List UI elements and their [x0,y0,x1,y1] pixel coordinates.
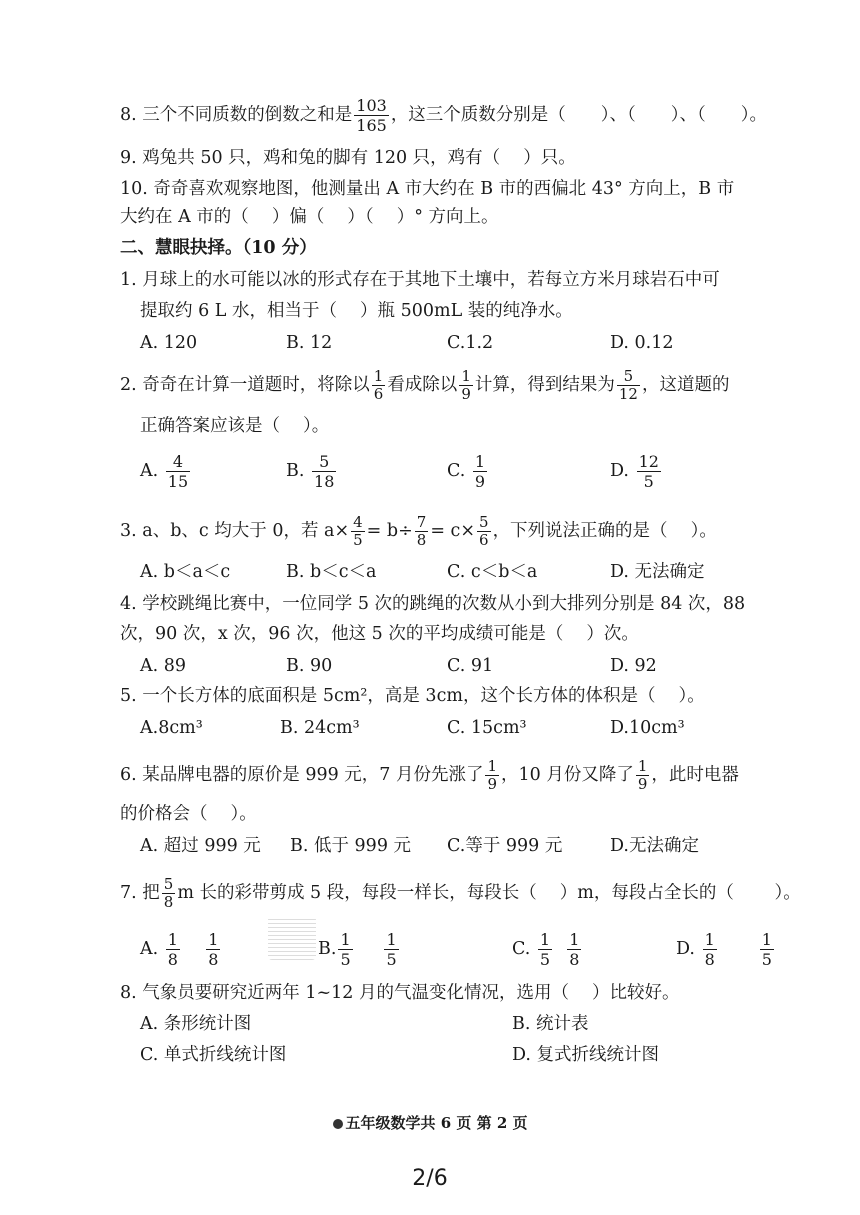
q7-option-b-frac2-num: 1 [386,930,397,949]
q3-text-4: ，下列说法正确的是（ ）。 [492,521,717,541]
q3-text-1: 3. a、b、c 均大于 0，若 a× [120,521,350,541]
q1-option-c: C.1.2 [447,333,494,353]
q7-option-c-frac1 [538,930,552,969]
q7-option-c-frac1-den: 5 [539,950,551,969]
fill-q10-line1: 10. 奇奇喜欢观察地图，他测量出 A 市大约在 B 市的西偏北 43° 方向上，B 市 [120,179,735,199]
q3-frac-1 [351,514,365,549]
q2-frac-1 [372,368,386,403]
q7-text-1: 7. 把 [120,883,160,903]
q4-option-b: B. 90 [286,656,333,676]
choice-q6-line2: 的价格会（ ）。 [120,804,257,824]
q7-option-a-frac1 [166,930,180,969]
q2-option-a-letter: A. [140,461,159,481]
choice-q6-line1 [120,758,739,793]
q4-option-c: C. 91 [447,656,494,676]
q8-text-b: ，这三个质数分别是（ ）、（ ）、（ ）。 [390,105,768,125]
q7-option-c-frac1-num: 1 [539,930,551,949]
q5-option-c: C. 15cm³ [447,718,527,738]
q3-frac-2-num: 7 [416,513,427,531]
q7-option-c-frac2-num: 1 [569,930,580,949]
q8-option-b: B. 统计表 [512,1014,589,1034]
q7-option-d-frac2-den: 5 [761,950,772,969]
q5-option-b: B. 24cm³ [280,718,360,738]
choice-q2-line2: 正确答案应该是（ ）。 [140,416,330,436]
q6-option-b: B. 低于 999 元 [290,836,412,856]
q7-frac-1-den: 8 [163,893,174,911]
q7-option-a-frac2-num: 1 [208,930,219,949]
q7-option-b [318,930,401,969]
q2-option-a [140,452,192,491]
q6-text-2: ，10 月份又降了 [501,765,634,785]
q7-option-c-frac2 [567,930,581,969]
page-indicator: 2/6 [412,1166,448,1191]
q6-option-d: D.无法确定 [610,836,699,856]
q7-option-b-frac1-den: 5 [340,950,351,969]
footer-text: 五年级数学共 6 页 第 2 页 [345,1114,528,1132]
q6-frac-2-num: 1 [637,757,648,775]
q3-text-2: = b÷ [366,521,413,541]
q6-option-a: A. 超过 999 元 [140,836,261,856]
q6-text-1: 6. 某品牌电器的原价是 999 元，7 月份先涨了 [120,765,484,785]
q4-option-a: A. 89 [140,656,187,676]
q4-option-d: D. 92 [610,656,657,676]
q7-option-b-frac1-num: 1 [340,930,351,949]
q2-option-d-frac [637,452,661,491]
choice-q4-line2: 次，90 次，x 次，96 次，他这 5 次的平均成绩可能是（ ）次。 [120,624,639,644]
choice-q3-line1 [120,514,717,549]
q7-frac-1 [162,876,176,911]
q2-text-4: ，这道题的 [641,375,730,395]
q2-text-2: 看成除以 [387,375,458,395]
q8-option-d: D. 复式折线统计图 [512,1045,660,1065]
q1-option-a: A. 120 [140,333,198,353]
q7-option-a [140,930,222,969]
q3-frac-3 [477,514,491,549]
q2-frac-3 [617,368,640,403]
q3-option-c: C. c＜b＜a [447,562,538,582]
scan-smudge [268,916,316,960]
fill-q9: 9. 鸡兔共 50 只，鸡和兔的脚有 120 只，鸡有（ ）只。 [120,148,576,168]
q7-option-d-frac1-num: 1 [704,930,715,949]
q5-option-d: D.10cm³ [610,718,685,738]
q7-text-2: m 长的彩带剪成 5 段，每段一样长，每段长（ ）m，每段占全长的（ ）。 [177,883,801,903]
q2-frac-3-den: 12 [618,385,638,403]
q1-option-d: D. 0.12 [610,333,674,353]
q2-option-c-den: 9 [474,472,486,491]
fill-q8 [120,96,767,135]
q2-frac-1-num: 1 [373,367,384,385]
q2-option-c-frac [473,452,487,491]
q8-option-a: A. 条形统计图 [140,1014,252,1034]
q2-option-d-den: 5 [643,472,654,491]
q3-frac-3-num: 5 [479,513,489,531]
q3-option-d: D. 无法确定 [610,562,705,582]
q7-option-b-letter: B. [318,939,337,959]
choice-q7-line1 [120,876,801,911]
page-footer [0,1112,860,1133]
q2-option-b-frac [312,452,336,491]
section-heading-choice: 二、慧眼抉择。（10 分） [120,238,317,258]
q3-frac-2-den: 8 [416,531,427,549]
q8-option-c: C. 单式折线统计图 [140,1045,287,1065]
q6-option-c: C.等于 999 元 [447,836,563,856]
q2-option-b-den: 18 [314,472,335,491]
q7-frac-1-num: 5 [163,875,174,893]
q7-option-b-frac1 [338,930,352,969]
choice-q2-line1 [120,368,729,403]
choice-q8-line1: 8. 气象员要研究近两年 1~12 月的气温变化情况，选用（ ）比较好。 [120,983,680,1003]
q8-fraction [354,96,389,135]
q7-option-c [512,930,583,969]
q3-frac-1-num: 4 [353,513,363,531]
q8-frac-num: 103 [356,96,387,115]
q2-option-d [610,452,663,491]
choice-q1-line2: 提取约 6 L 水，相当于（ ）瓶 500mL 装的纯净水。 [140,301,573,321]
q2-text-3: 计算，得到结果为 [474,375,615,395]
q2-option-b-letter: B. [286,461,305,481]
q7-option-a-frac1-num: 1 [167,930,178,949]
choice-q1-line1: 1. 月球上的水可能以冰的形式存在于其地下土壤中，若每立方米月球岩石中可 [120,270,720,290]
q7-option-c-frac2-den: 8 [569,950,580,969]
q6-frac-2 [636,758,650,793]
q7-option-a-frac2-den: 8 [208,950,219,969]
q7-option-d-letter: D. [676,939,695,959]
q6-frac-1-den: 9 [487,775,498,793]
q2-option-b-num: 5 [312,452,336,472]
q6-frac-1-num: 1 [487,757,498,775]
q6-frac-2-den: 9 [637,775,648,793]
q7-option-b-frac2 [384,930,398,969]
q7-option-d-frac1-den: 8 [704,950,715,969]
q2-frac-2-den: 9 [461,385,471,403]
q2-frac-2-num: 1 [461,367,471,385]
bullet-dot-icon [333,1119,343,1129]
q3-option-a: A. b＜a＜c [140,562,231,582]
q8-text-a: 8. 三个不同质数的倒数之和是 [120,105,353,125]
q3-frac-1-den: 5 [353,531,363,549]
q8-frac-den: 165 [356,116,387,135]
q2-option-c [447,452,489,491]
q7-option-d-frac1 [703,930,717,969]
q2-option-a-frac [166,452,190,491]
q3-frac-3-den: 6 [479,531,489,549]
q2-option-c-letter: C. [447,461,466,481]
q7-option-a-frac1-den: 8 [167,950,178,969]
q2-frac-3-num: 5 [617,368,640,386]
q2-option-a-den: 15 [167,472,189,491]
q2-frac-2 [459,368,473,403]
q2-option-a-num: 4 [166,452,190,472]
q7-option-a-frac2 [206,930,220,969]
q2-option-d-letter: D. [610,461,629,481]
q7-option-d-frac2-num: 1 [761,930,772,949]
q7-option-c-letter: C. [512,939,531,959]
q5-option-a: A.8cm³ [140,718,203,738]
q7-option-d-frac2 [760,930,774,969]
q7-option-a-letter: A. [140,939,159,959]
q2-option-d-num: 12 [638,452,659,471]
q6-frac-1 [485,758,499,793]
q6-text-3: ，此时电器 [651,765,739,785]
q2-option-b [286,452,338,491]
fill-q10-line2: 大约在 A 市的（ ）偏（ ）（ ）° 方向上。 [120,207,499,227]
q2-text-1: 2. 奇奇在计算一道题时，将除以 [120,375,370,395]
q7-option-d [676,930,776,969]
q7-option-b-frac2-den: 5 [386,950,397,969]
q1-option-b: B. 12 [286,333,333,353]
q2-option-c-num: 1 [474,452,486,471]
choice-q5-line1: 5. 一个长方体的底面积是 5cm²，高是 3cm，这个长方体的体积是（ ）。 [120,686,705,706]
q3-frac-2 [415,514,429,549]
q3-text-3: = c× [430,521,476,541]
choice-q4-line1: 4. 学校跳绳比赛中，一位同学 5 次的跳绳的次数从小到大排列分别是 84 次，88 [120,594,746,614]
q3-option-b: B. b＜c＜a [286,562,377,582]
q2-frac-1-den: 6 [373,385,384,403]
